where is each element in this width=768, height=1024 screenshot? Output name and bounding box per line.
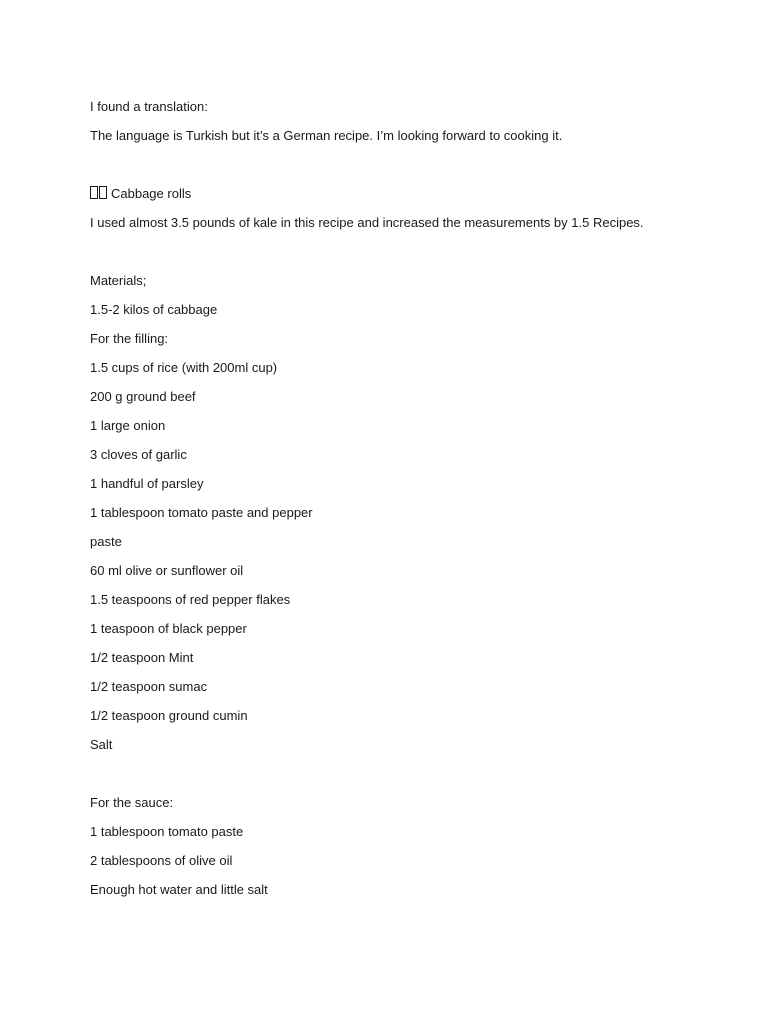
list-item: 200 g ground beef	[90, 389, 196, 404]
sauce-list	[90, 817, 730, 904]
recipe-note: I used almost 3.5 pounds of kale in this recipe and increased the measurements by 1.5 Recipes.	[90, 215, 644, 230]
list-item: Salt	[90, 737, 113, 752]
blank-line	[90, 759, 730, 788]
list-item: 1.5 cups of rice (with 200ml cup)	[90, 360, 278, 375]
materials-heading: Materials;	[90, 273, 147, 288]
list-item: 1/2 teaspoon ground cumin	[90, 708, 248, 723]
list-item: 2 tablespoons of olive oil	[90, 853, 233, 868]
list-item: 60 ml olive or sunflower oil	[90, 563, 244, 578]
list-item: 1/2 teaspoon Mint	[90, 650, 194, 665]
sauce-heading: For the sauce:	[90, 795, 174, 810]
list-item: 1 large onion	[90, 418, 166, 433]
document-page	[90, 92, 730, 904]
list-item: paste	[90, 534, 122, 549]
list-item: 1 tablespoon tomato paste	[90, 824, 244, 839]
list-item: 3 cloves of garlic	[90, 447, 187, 462]
blank-line	[90, 150, 730, 179]
intro-line-2: The language is Turkish but it’s a German recipe. I’m looking forward to cooking it.	[90, 128, 563, 143]
list-item: 1.5 teaspoons of red pepper flakes	[90, 592, 291, 607]
blank-line	[90, 237, 730, 266]
materials-cabbage: 1.5-2 kilos of cabbage	[90, 302, 218, 317]
intro-line-1: I found a translation:	[90, 99, 208, 114]
recipe-title-text: Cabbage rolls	[111, 186, 192, 201]
list-item: 1 tablespoon tomato paste and pepper	[90, 505, 313, 520]
missing-glyph-icon	[90, 179, 108, 208]
list-item: 1/2 teaspoon sumac	[90, 679, 208, 694]
recipe-title	[90, 179, 730, 208]
list-item: 1 handful of parsley	[90, 476, 204, 491]
filling-heading: For the filling:	[90, 331, 169, 346]
filling-list	[90, 353, 730, 759]
list-item: 1 teaspoon of black pepper	[90, 621, 247, 636]
list-item: Enough hot water and little salt	[90, 882, 268, 897]
